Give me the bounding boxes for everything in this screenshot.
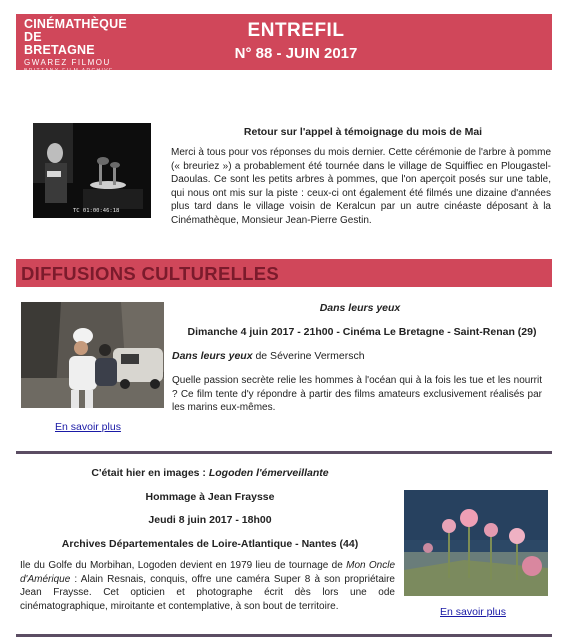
article-2-film-credit bbox=[172, 350, 552, 364]
article-3-heading-title: Logoden l'émerveillante bbox=[208, 467, 329, 479]
dans-leurs-yeux-photo[interactable] bbox=[21, 302, 164, 408]
film-title: Dans leurs yeux bbox=[172, 350, 253, 362]
logo-line-4: BRITTANY FILM ARCHIVE bbox=[24, 68, 114, 74]
street-scene-image bbox=[21, 302, 164, 408]
article-2-body: Quelle passion secrète relie les hommes à l'océan qui à la fois les tue et les nourrit ? Ce film tente d'y répondre à partir des films amateurs exclusivement réalisés par les marins eux-mêmes. bbox=[172, 375, 542, 414]
article-3-film-reference: Mon Oncle d'Amérique bbox=[20, 560, 395, 585]
logo-line-1: CINÉMATHÈQUE bbox=[24, 17, 127, 31]
article-1-body: Merci à tous pour vos réponses du mois dernier. Cette cérémonie de l'arbre à pomme (« breuriez ») a probablement été tournée dans le village de Squiffiec en Plougastel-Daoulas. Ce sont les petits arbres à pommes, que l'on aperçoit posés sur une table, qui nous ont mis sur la piste : ceux-ci ont également été filmés une dizaine d'années plus tard dans le village voisin de Keralcun par un autre cinéaste déposant à la Cinémathèque, Monsieur Jean-Pierre Gestin. bbox=[171, 147, 551, 226]
article-3-heading-prefix: C'était hier en images : bbox=[91, 467, 209, 479]
newsletter-header bbox=[16, 14, 552, 74]
article-3-heading bbox=[30, 467, 390, 479]
sea-pink-flowers-image bbox=[404, 490, 548, 596]
article-1-heading: Retour sur l'appel à témoignage du mois de Mai bbox=[243, 126, 483, 138]
article-3-body-part2: : Alain Resnais, conquis, offre une caméra Super 8 à son propriétaire Jean Fraysse. Cet opticien et photographe écrit dès lors une ode cinématographique, miroitante et contemplative, à son bout de territoire. bbox=[20, 573, 395, 612]
article-2-read-more-link[interactable]: En savoir plus bbox=[55, 421, 121, 433]
article-2-title-text: Dans leurs yeux bbox=[319, 302, 401, 314]
logo-line-3: GWAREZ FILMOU bbox=[24, 58, 111, 67]
photo-timecode: TC 01:00:46:18 bbox=[73, 208, 120, 214]
film-still-image bbox=[33, 123, 151, 218]
article-3-subtitle: Hommage à Jean Fraysse bbox=[145, 491, 275, 503]
logoden-flowers-photo[interactable] bbox=[404, 490, 548, 596]
film-director: de Séverine Vermersch bbox=[252, 350, 365, 362]
newsletter-title: ENTREFIL bbox=[247, 20, 345, 41]
article-3-read-more-link[interactable]: En savoir plus bbox=[440, 606, 506, 618]
article-2-date-line: Dimanche 4 juin 2017 - 21h00 - Cinéma Le Bretagne - Saint-Renan (29) bbox=[187, 326, 537, 338]
section-title-bar: DIFFUSIONS CULTURELLES bbox=[16, 259, 552, 287]
article-3-body bbox=[20, 559, 395, 613]
issue-number: N° 88 - JUIN 2017 bbox=[234, 45, 358, 62]
article-2-title bbox=[180, 302, 540, 314]
logo-line-2: DE BRETAGNE bbox=[24, 30, 95, 57]
archive-film-still-photo[interactable] bbox=[33, 123, 151, 218]
article-3-venue: Archives Départementales de Loire-Atlantique - Nantes (44) bbox=[61, 538, 359, 550]
article-3-body-part1: Ile du Golfe du Morbihan, Logoden devient en 1979 lieu de tournage de bbox=[20, 560, 347, 571]
section-divider-1 bbox=[16, 451, 552, 454]
article-3-date-line: Jeudi 8 juin 2017 - 18h00 bbox=[148, 514, 272, 526]
section-divider-2 bbox=[16, 634, 552, 637]
